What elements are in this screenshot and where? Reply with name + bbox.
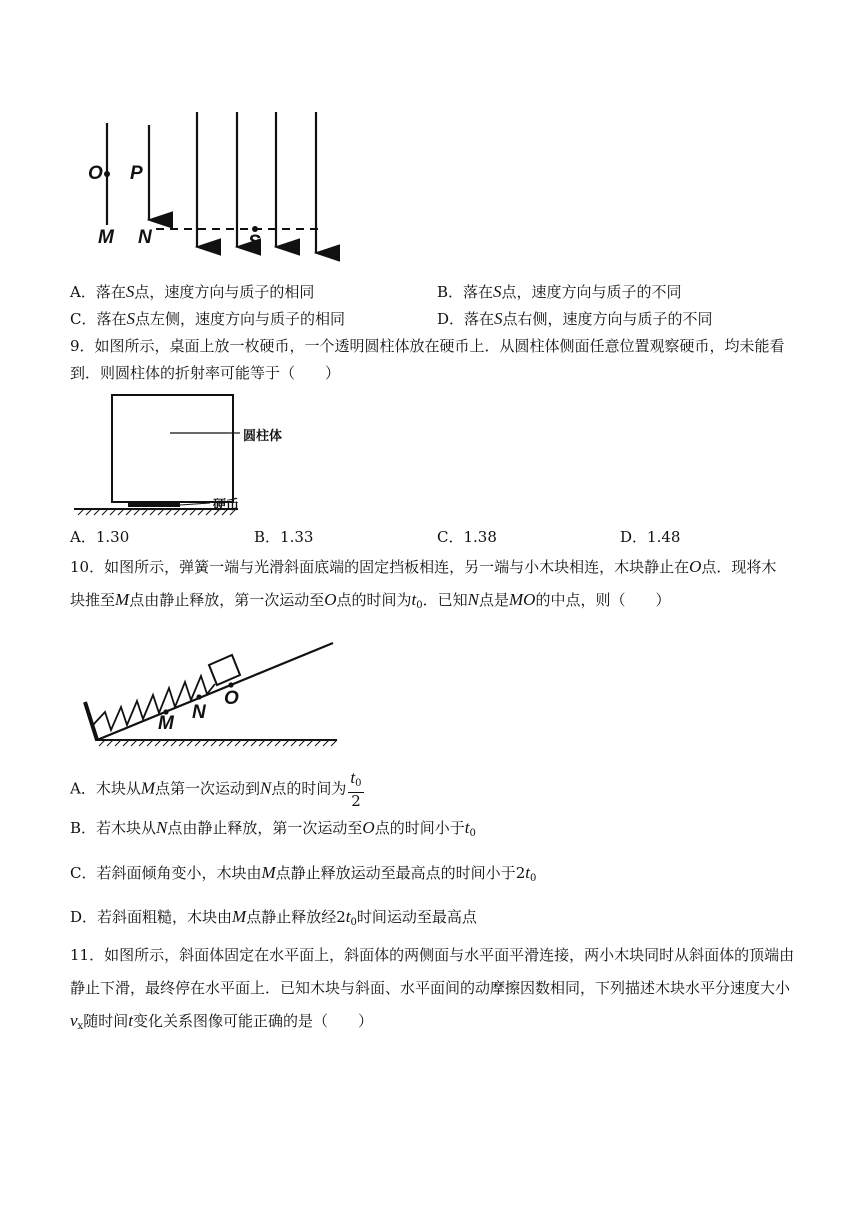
q10-option-b: B．若木块从N点由静止释放，第一次运动至O点的时间小于$t_0$ xyxy=(70,818,476,839)
q8-option-b: B．落在S点，速度方向与质子的不同 xyxy=(437,282,682,301)
q9-stem-line2: 到．则圆柱体的折射率可能等于（ ） xyxy=(70,364,341,382)
field-lines-figure xyxy=(80,105,340,275)
q9-option-a: A．1.30 xyxy=(70,528,130,546)
q10-option-d: D．若斜面粗糙，木块由M点静止释放经$2t_0$时间运动至最高点 xyxy=(70,907,477,928)
q11-stem-line1: 11．如图所示，斜面体固定在水平面上，斜面体的两侧面与水平面平滑连接，两小木块同时从斜面体的顶端由 xyxy=(70,946,795,964)
q10-option-c: C．若斜面倾角变小，木块由M点静止释放运动至最高点的时间小于$2t_0$ xyxy=(70,863,537,884)
fig10-label-n: N xyxy=(192,702,206,723)
q10-stem-line1: 10．如图所示，弹簧一端与光滑斜面底端的固定挡板相连，另一端与小木块相连，木块静止在O点．现将木 xyxy=(70,557,777,576)
fraction-t0-over-2: $\frac{t_0}{2}$ xyxy=(350,768,362,810)
q11-stem-line2: 静止下滑，最终停在水平面上．已知木块与斜面、水平面间的动摩擦因数相同，下列描述木块水平分速度大小 xyxy=(70,979,791,997)
cylinder-label: 圆柱体 xyxy=(243,429,283,444)
fig8-label-n: N xyxy=(138,227,152,248)
q8-option-a: A．落在S点，速度方向与质子的相同 xyxy=(70,282,315,301)
fig10-label-o: O xyxy=(224,688,239,709)
incline-spring-figure xyxy=(75,630,345,750)
q9-option-c: C．1.38 xyxy=(437,528,497,546)
cylinder-coin-figure xyxy=(70,390,290,520)
coin-label: 硬币 xyxy=(213,498,240,513)
q8-option-d: D．落在S点右侧，速度方向与质子的不同 xyxy=(437,309,713,328)
q9-option-b: B．1.33 xyxy=(254,528,314,546)
q11-stem-line3: $v_x$随时间t变化关系图像可能正确的是（ ） xyxy=(70,1011,373,1032)
q10-option-a: A．木块从M点第一次运动到N点的时间为 $\frac{t_0}{2}$ xyxy=(70,768,362,810)
q9-stem-line1: 9．如图所示，桌面上放一枚硬币，一个透明圆柱体放在硬币上．从圆柱体侧面任意位置观察硬币，均未能看 xyxy=(70,337,785,355)
q10-stem-line2: 块推至M点由静止释放，第一次运动至O点的时间为$t_0$．已知N点是MO的中点，则（ ） xyxy=(70,590,671,611)
fig10-label-m: M xyxy=(158,713,174,734)
q9-option-d: D．1.48 xyxy=(620,528,681,546)
fig8-label-p: P xyxy=(130,163,143,184)
fig8-label-m: M xyxy=(98,227,114,248)
q8-option-c: C．落在S点左侧，速度方向与质子的相同 xyxy=(70,309,346,328)
fig8-label-s: S xyxy=(248,232,261,253)
fig8-label-o: O xyxy=(88,163,103,184)
